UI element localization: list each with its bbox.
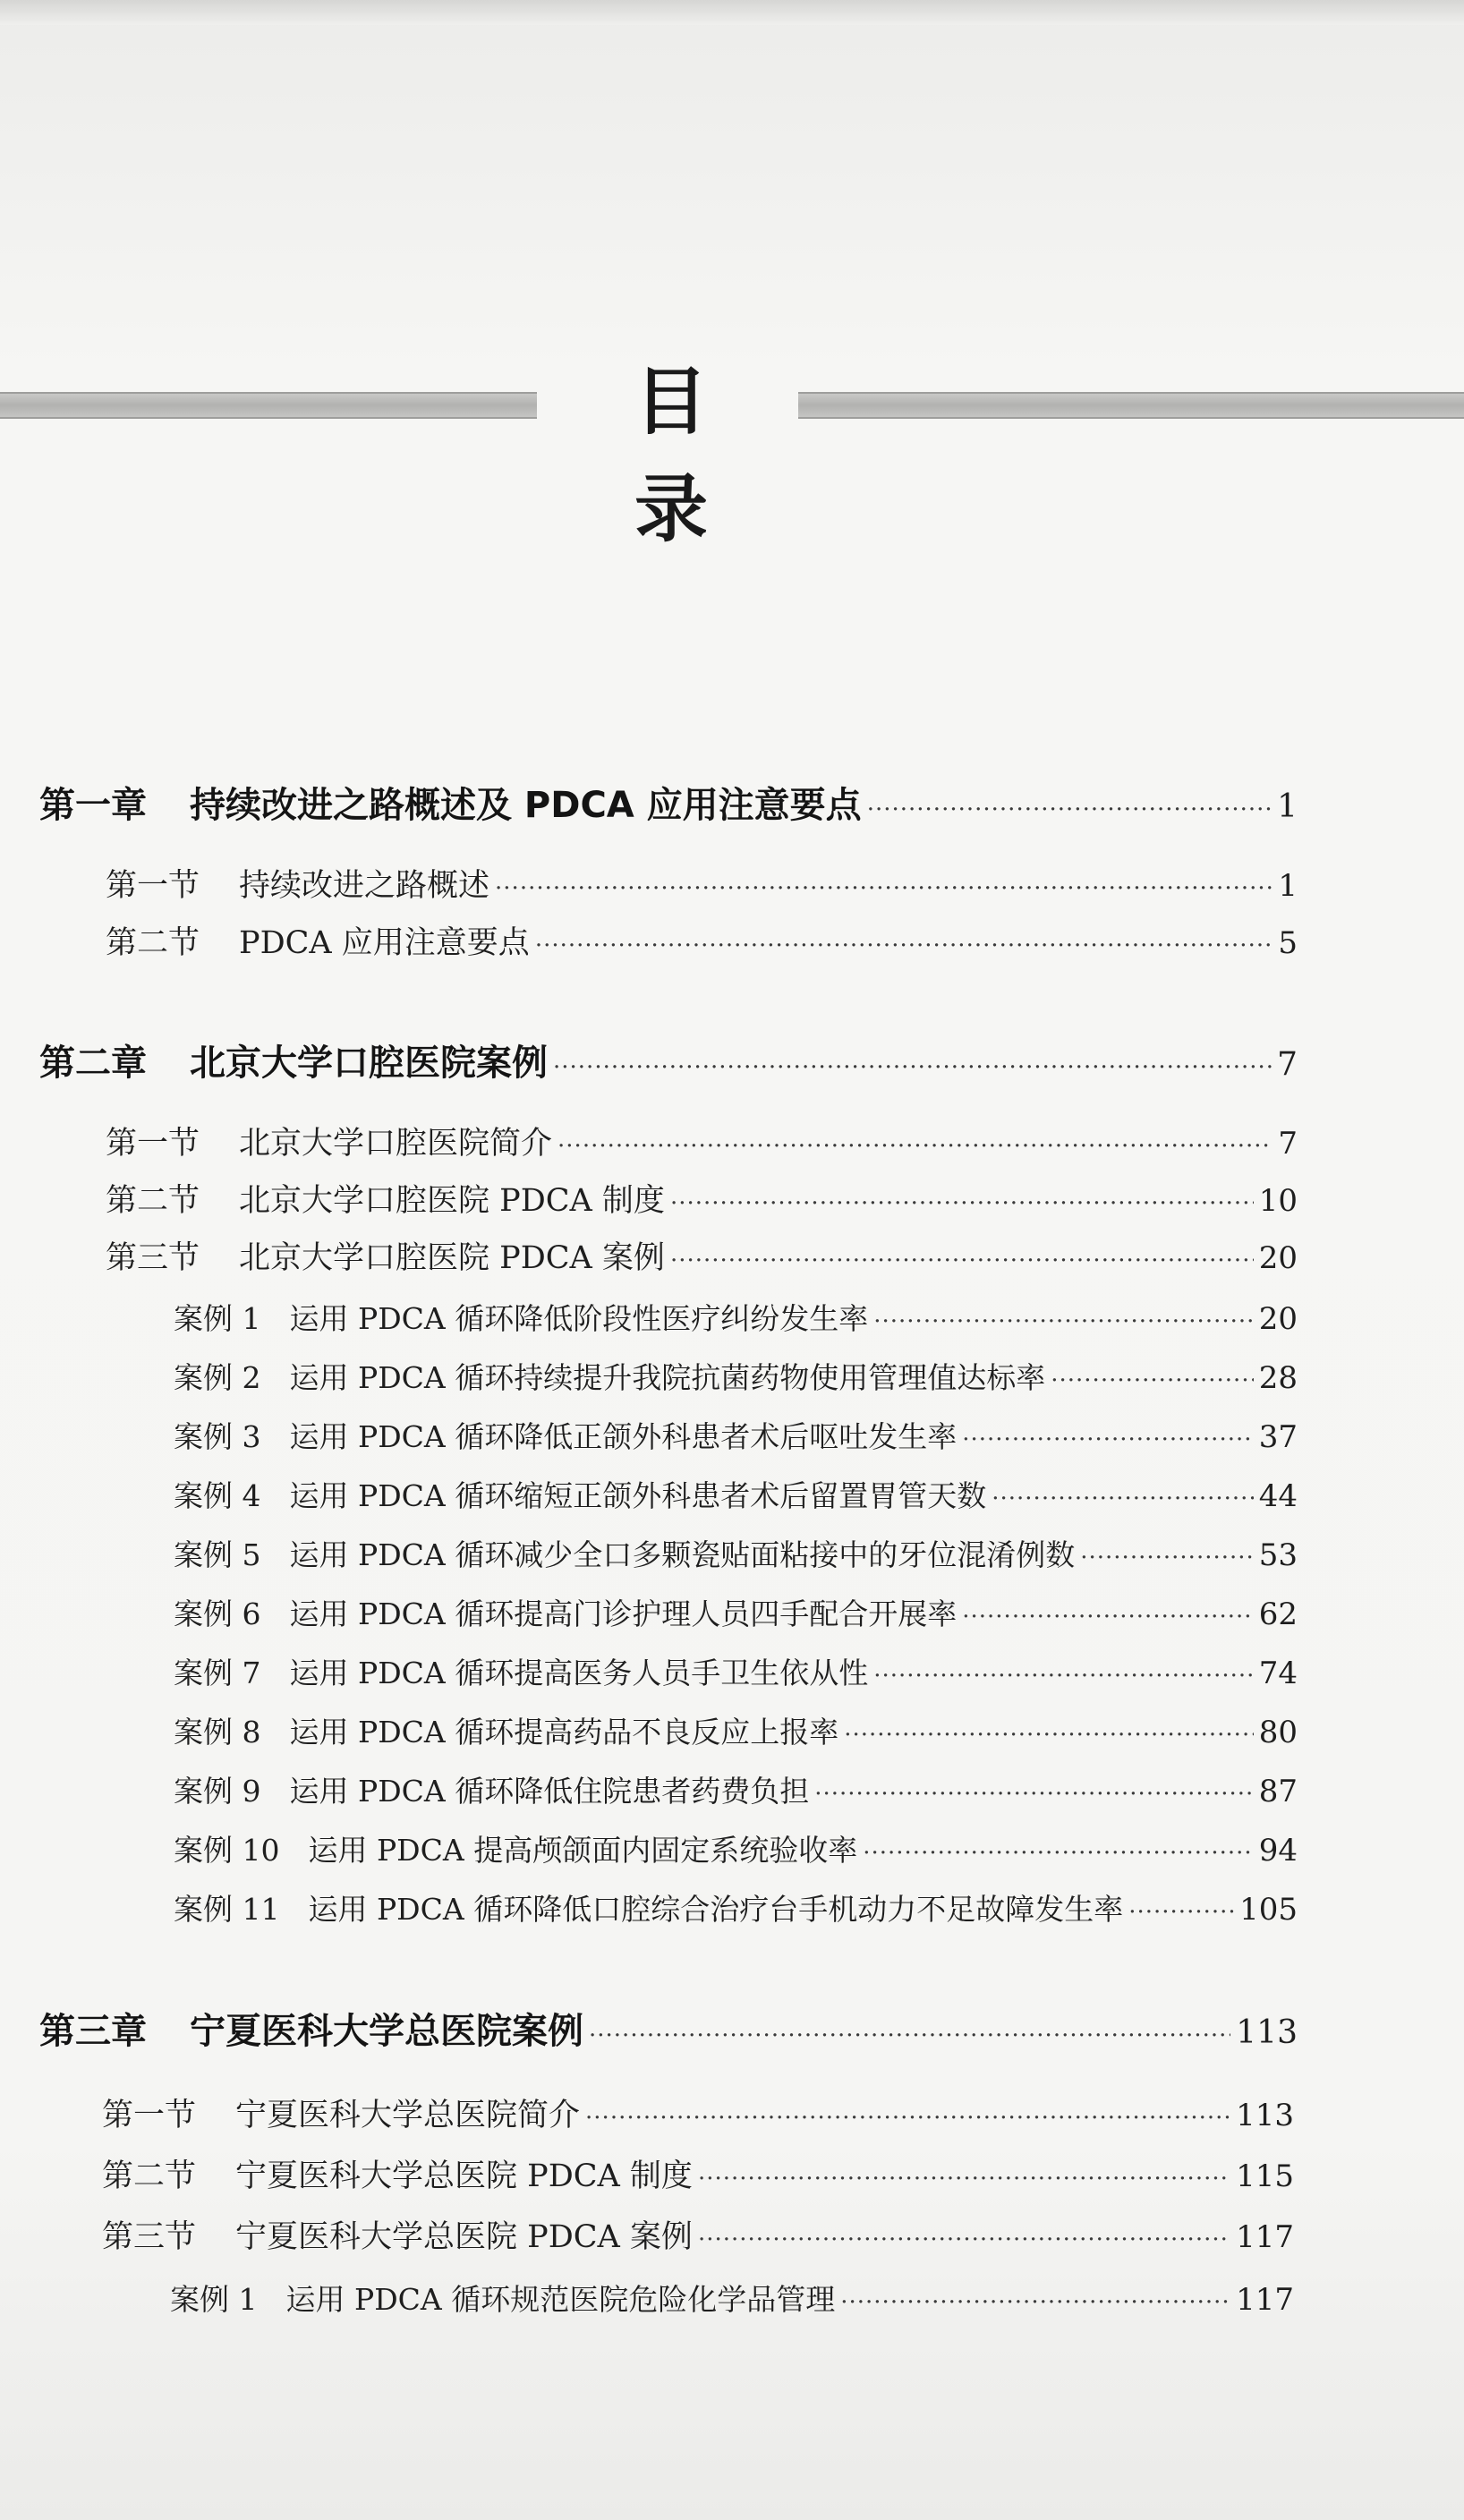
case-title: 运用 PDCA 循环降低阶段性医疗纠纷发生率 xyxy=(289,1301,869,1336)
dot-leader xyxy=(670,1190,1254,1217)
page-number: 20 xyxy=(1258,1301,1298,1337)
page-number: 113 xyxy=(1236,2014,1298,2051)
dot-leader xyxy=(1080,1545,1254,1571)
toc-case[interactable] xyxy=(174,1709,1298,1759)
toc-case[interactable] xyxy=(174,1827,1298,1877)
toc-case[interactable] xyxy=(170,2277,1294,2327)
dot-leader xyxy=(992,1486,1254,1512)
page-number: 44 xyxy=(1258,1478,1298,1514)
chapter-title: 宁夏医科大学总医院案例 xyxy=(190,2011,583,2052)
dot-leader xyxy=(867,796,1272,823)
page-number: 7 xyxy=(1277,1046,1298,1083)
case-number: 案例 4 xyxy=(174,1478,261,1513)
case-title: 运用 PDCA 循环提高门诊护理人员四手配合开展率 xyxy=(289,1596,958,1631)
toc-section[interactable] xyxy=(106,1119,1298,1169)
page-number: 113 xyxy=(1236,2098,1294,2133)
toc-section[interactable] xyxy=(102,2090,1294,2141)
section-title: 宁夏医科大学总医院 PDCA 制度 xyxy=(235,2158,693,2194)
toc-case[interactable] xyxy=(174,1650,1298,1700)
case-title: 运用 PDCA 循环规范医院危险化学品管理 xyxy=(285,2282,836,2317)
chapter-title: 持续改进之路概述及 PDCA 应用注意要点 xyxy=(190,785,862,826)
toc-case[interactable] xyxy=(174,1768,1298,1818)
page-number: 7 xyxy=(1278,1126,1298,1162)
dot-leader xyxy=(495,875,1272,902)
chapter-number: 第三章 xyxy=(39,2011,147,2052)
section-number: 第一节 xyxy=(106,1126,200,1162)
dot-leader xyxy=(670,1247,1254,1274)
dot-leader xyxy=(840,2289,1230,2316)
toc-case[interactable] xyxy=(174,1473,1298,1523)
toc-chapter-1[interactable] xyxy=(39,777,1298,827)
dot-leader xyxy=(589,2022,1230,2049)
section-title: 北京大学口腔医院 PDCA 案例 xyxy=(239,1240,665,1276)
case-number: 案例 1 xyxy=(170,2282,258,2317)
case-title: 运用 PDCA 循环减少全口多颗瓷贴面粘接中的牙位混淆例数 xyxy=(289,1537,1076,1572)
page-number: 74 xyxy=(1258,1656,1298,1691)
case-title: 运用 PDCA 循环缩短正颌外科患者术后留置胃管天数 xyxy=(289,1478,987,1513)
page-number: 105 xyxy=(1239,1892,1298,1928)
section-number: 第二节 xyxy=(106,1183,200,1219)
page-number: 53 xyxy=(1258,1537,1298,1573)
section-title: 持续改进之路概述 xyxy=(239,868,490,904)
dot-leader xyxy=(698,2226,1230,2253)
chapter-title: 北京大学口腔医院案例 xyxy=(190,1043,548,1084)
toc-case[interactable] xyxy=(174,1414,1298,1464)
case-title: 运用 PDCA 循环持续提升我院抗菌药物使用管理值达标率 xyxy=(289,1360,1046,1395)
case-number: 案例 7 xyxy=(174,1656,261,1690)
dot-leader xyxy=(873,1663,1254,1690)
page-number: 80 xyxy=(1258,1715,1298,1750)
case-number: 案例 9 xyxy=(174,1774,261,1809)
case-number: 案例 3 xyxy=(174,1419,261,1454)
case-number: 案例 10 xyxy=(174,1833,280,1868)
toc-case[interactable] xyxy=(174,1296,1298,1346)
section-number: 第二节 xyxy=(106,925,200,961)
section-title: PDCA 应用注意要点 xyxy=(239,925,530,961)
toc-section[interactable] xyxy=(102,2151,1294,2201)
section-title: 宁夏医科大学总医院简介 xyxy=(235,2098,581,2133)
toc-case[interactable] xyxy=(174,1355,1298,1405)
dot-leader xyxy=(873,1308,1254,1335)
section-number: 第二节 xyxy=(102,2158,197,2194)
page-number: 28 xyxy=(1258,1360,1298,1396)
page-number: 117 xyxy=(1236,2219,1294,2255)
toc-section[interactable] xyxy=(106,1176,1298,1226)
dot-leader xyxy=(863,1840,1254,1867)
page-number: 117 xyxy=(1236,2282,1294,2318)
dot-leader xyxy=(844,1722,1254,1749)
toc-section[interactable] xyxy=(106,1233,1298,1283)
toc-chapter-2[interactable] xyxy=(39,1034,1298,1085)
section-number: 第一节 xyxy=(102,2098,197,2133)
case-title: 运用 PDCA 循环降低正颌外科患者术后呕吐发生率 xyxy=(289,1419,958,1454)
page-number: 62 xyxy=(1258,1596,1298,1632)
page-number: 94 xyxy=(1258,1833,1298,1869)
section-title: 宁夏医科大学总医院 PDCA 案例 xyxy=(235,2219,693,2255)
toc-case[interactable] xyxy=(174,1591,1298,1641)
dot-leader xyxy=(1128,1899,1234,1926)
dot-leader xyxy=(558,1133,1272,1160)
case-number: 案例 8 xyxy=(174,1715,261,1750)
page-number: 10 xyxy=(1258,1183,1298,1219)
toc-section[interactable] xyxy=(106,861,1298,911)
case-title: 运用 PDCA 提高颅颌面内固定系统验收率 xyxy=(308,1833,858,1868)
toc-section[interactable] xyxy=(106,918,1298,968)
chapter-number: 第二章 xyxy=(39,1043,147,1084)
case-number: 案例 6 xyxy=(174,1596,261,1631)
page-number: 1 xyxy=(1278,868,1298,904)
toc-case[interactable] xyxy=(174,1532,1298,1582)
section-title: 北京大学口腔医院 PDCA 制度 xyxy=(239,1183,665,1219)
page-number: 20 xyxy=(1258,1240,1298,1276)
section-number: 第三节 xyxy=(102,2219,197,2255)
page-title: 目 录 xyxy=(634,360,758,552)
page-number: 1 xyxy=(1277,788,1298,825)
toc-section[interactable] xyxy=(102,2212,1294,2262)
dot-leader xyxy=(1051,1367,1254,1394)
case-title: 运用 PDCA 循环降低住院患者药费负担 xyxy=(289,1774,810,1809)
case-number: 案例 5 xyxy=(174,1537,261,1572)
case-title: 运用 PDCA 循环降低口腔综合治疗台手机动力不足故障发生率 xyxy=(308,1892,1124,1927)
page-number: 115 xyxy=(1236,2158,1294,2194)
dot-leader xyxy=(535,932,1273,959)
case-title: 运用 PDCA 循环提高药品不良反应上报率 xyxy=(289,1715,839,1750)
page-number: 5 xyxy=(1278,925,1298,961)
dot-leader xyxy=(553,1054,1272,1081)
dot-leader xyxy=(962,1426,1254,1453)
dot-leader xyxy=(962,1604,1254,1630)
chapter-number: 第一章 xyxy=(39,785,147,826)
case-number: 案例 11 xyxy=(174,1892,280,1927)
case-number: 案例 2 xyxy=(174,1360,261,1395)
toc-chapter-3[interactable] xyxy=(39,2003,1298,2053)
toc-case[interactable] xyxy=(174,1886,1298,1937)
page-number: 87 xyxy=(1258,1774,1298,1809)
section-number: 第一节 xyxy=(106,868,200,904)
dot-leader xyxy=(585,2105,1230,2132)
section-title: 北京大学口腔医院简介 xyxy=(239,1126,553,1162)
page-number: 37 xyxy=(1258,1419,1298,1455)
section-number: 第三节 xyxy=(106,1240,200,1276)
dot-leader xyxy=(698,2166,1230,2192)
dot-leader xyxy=(814,1781,1254,1808)
case-title: 运用 PDCA 循环提高医务人员手卫生依从性 xyxy=(289,1656,869,1690)
case-number: 案例 1 xyxy=(174,1301,261,1336)
